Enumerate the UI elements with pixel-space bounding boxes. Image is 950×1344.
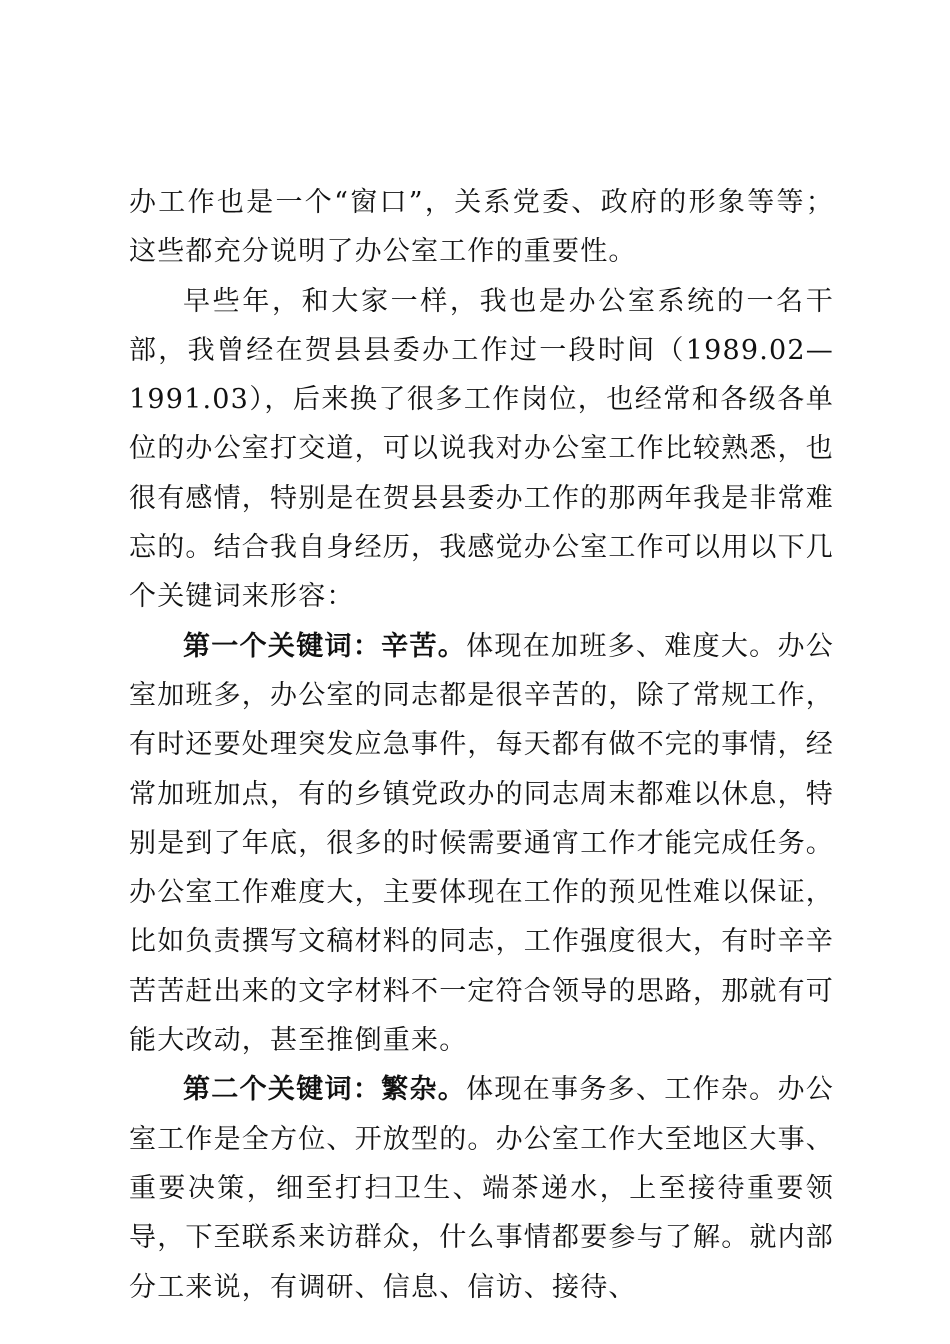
paragraph-1: 办工作也是一个“窗口”，关系党委、政府的形象等等；这些都充分说明了办公室工作的重要性。 <box>129 187 834 268</box>
paragraph-3-text: 体现在加班多、难度大。办公室加班多，办公室的同志都是很辛苦的，除了常规工作，有时还要处理突发应急事件，每天都有做不完的事情，经常加班加点，有的乡镇党政办的同志周末都难以休息，特别是到了年底，很多的时候需要通宵工作才能完成任务。办公室工作难度大，主要体现在工作的预见性难以保证，比如负责撰写文稿材料的同志，工作强度很大，有时辛辛苦苦赶出来的文字材料不一定符合领导的思路，那就有可能大改动，甚至推倒重来。 <box>129 630 834 1057</box>
keyword-heading-2: 第二个关键词：繁杂。 <box>183 1074 467 1106</box>
document-body <box>129 178 834 1312</box>
paragraph-4-text: 体现在事务多、工作杂。办公室工作是全方位、开放型的。办公室工作大至地区大事、重要决策，细至打扫卫生、端茶递水，上至接待重要领导，下至联系来访群众，什么事情都要参与了解。就内部分工来说，有调研、信息、信访、接待、 <box>129 1074 834 1303</box>
keyword-heading-1: 第一个关键词：辛苦。 <box>183 630 467 662</box>
paragraph-2: 早些年，和大家一样，我也是办公室系统的一名干部，我曾经在贺县县委办工作过一段时间（1989.02—1991.03），后来换了很多工作岗位，也经常和各级各单位的办公室打交道，可以说我对办公室工作比较熟悉，也很有感情，特别是在贺县县委办工作的那两年我是非常难忘的。结合我自身经历，我感觉办公室工作可以用以下几个关键词来形容： <box>129 285 834 613</box>
paragraph-4 <box>129 1065 834 1311</box>
paragraph-3 <box>129 622 834 1066</box>
